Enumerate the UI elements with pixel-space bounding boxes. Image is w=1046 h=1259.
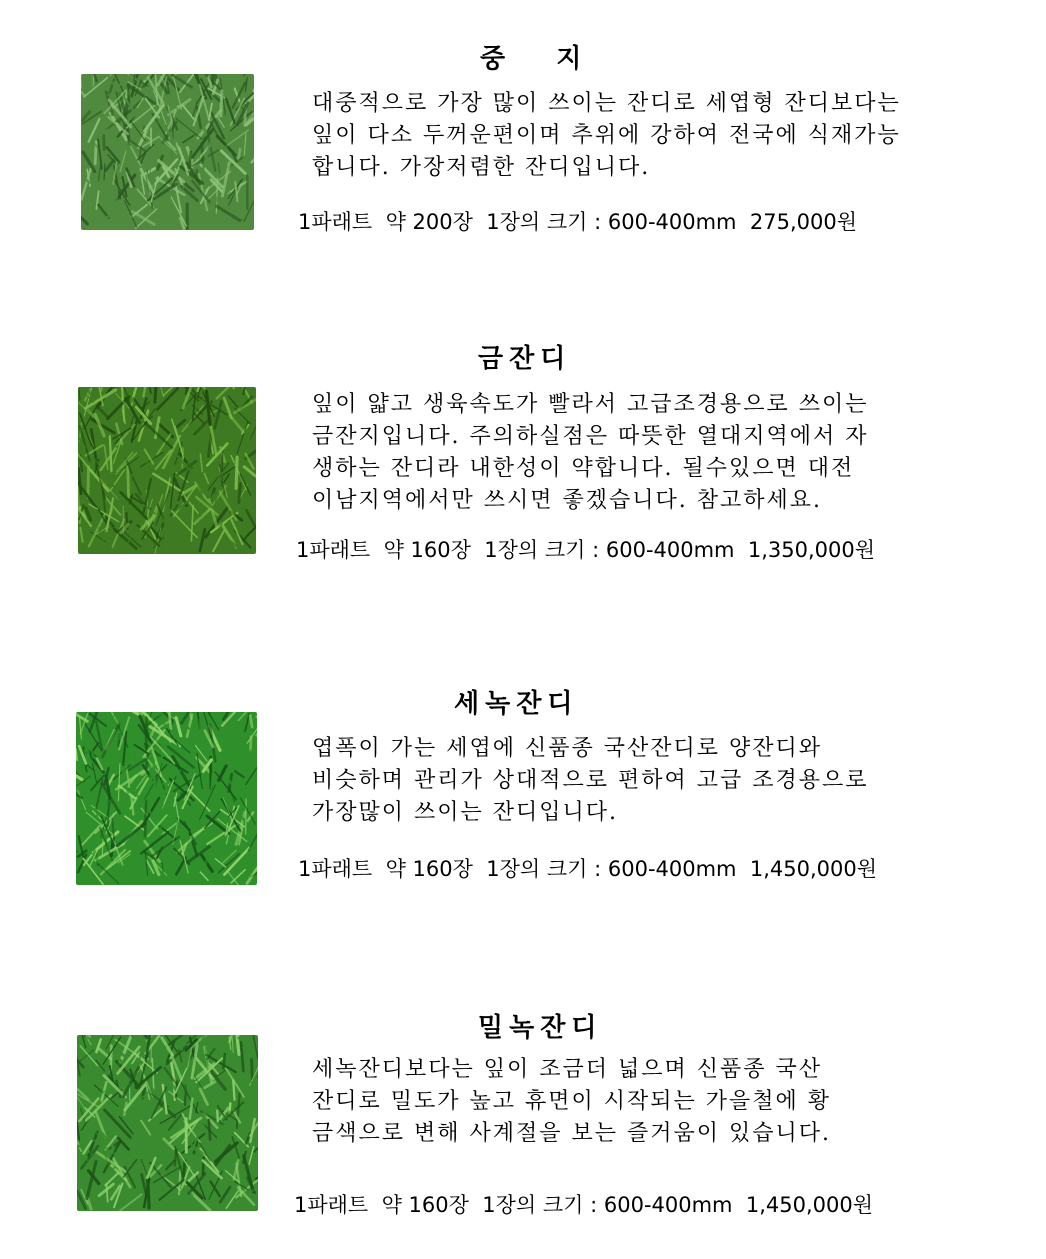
description-line: 생하는 잔디라 내한성이 약합니다. 될수있으면 대전 — [312, 456, 855, 481]
description-line: 잎이 얇고 생육속도가 빨라서 고급조경용으로 쓰이는 — [312, 392, 869, 417]
description-line: 합니다. 가장저렴한 잔디입니다. — [312, 155, 651, 180]
product-title: 세녹잔디 — [454, 689, 579, 719]
grass-photo-icon — [81, 74, 254, 230]
product-title: 밀녹잔디 — [478, 1013, 603, 1043]
product-description — [312, 733, 869, 829]
description-line: 엽폭이 가는 세엽에 신품종 국산잔디로 양잔디와 — [312, 736, 823, 761]
product-title: 중 지 — [480, 44, 588, 74]
description-line: 금잔지입니다. 주의하실점은 따뜻한 열대지역에서 자 — [312, 424, 869, 449]
product-price: 1파래트 약 200장 1장의 크기 : 600-400mm 275,000원 — [298, 210, 857, 234]
product-price: 1파래트 약 160장 1장의 크기 : 600-400mm 1,450,000원 — [298, 857, 878, 881]
description-line: 잔디로 밀도가 높고 휴면이 시작되는 가을철에 황 — [312, 1089, 832, 1114]
description-line: 세녹잔디보다는 잎이 조금더 넓으며 신품종 국산 — [312, 1057, 823, 1082]
product-description — [312, 1054, 831, 1150]
description-line: 이남지역에서만 쓰시면 좋겠습니다. 참고하세요. — [312, 488, 823, 513]
product-description — [312, 88, 901, 184]
description-line: 가장많이 쓰이는 잔디입니다. — [312, 800, 619, 825]
product-title: 금잔디 — [478, 344, 572, 374]
product-description — [312, 389, 869, 517]
product-price: 1파래트 약 160장 1장의 크기 : 600-400mm 1,450,000원 — [294, 1193, 874, 1217]
description-line: 비슷하며 관리가 상대적으로 편하여 고급 조경용으로 — [312, 768, 869, 793]
grass-photo-icon — [78, 387, 256, 554]
description-line: 대중적으로 가장 많이 쓰이는 잔디로 세엽형 잔디보다는 — [312, 91, 901, 116]
description-line: 잎이 다소 두꺼운편이며 추위에 강하여 전국에 식재가능 — [312, 123, 901, 148]
product-price: 1파래트 약 160장 1장의 크기 : 600-400mm 1,350,000원 — [296, 538, 876, 562]
grass-photo-icon — [76, 712, 257, 885]
description-line: 금색으로 변해 사계절을 보는 즐거움이 있습니다. — [312, 1121, 832, 1146]
grass-photo-icon — [77, 1035, 258, 1211]
